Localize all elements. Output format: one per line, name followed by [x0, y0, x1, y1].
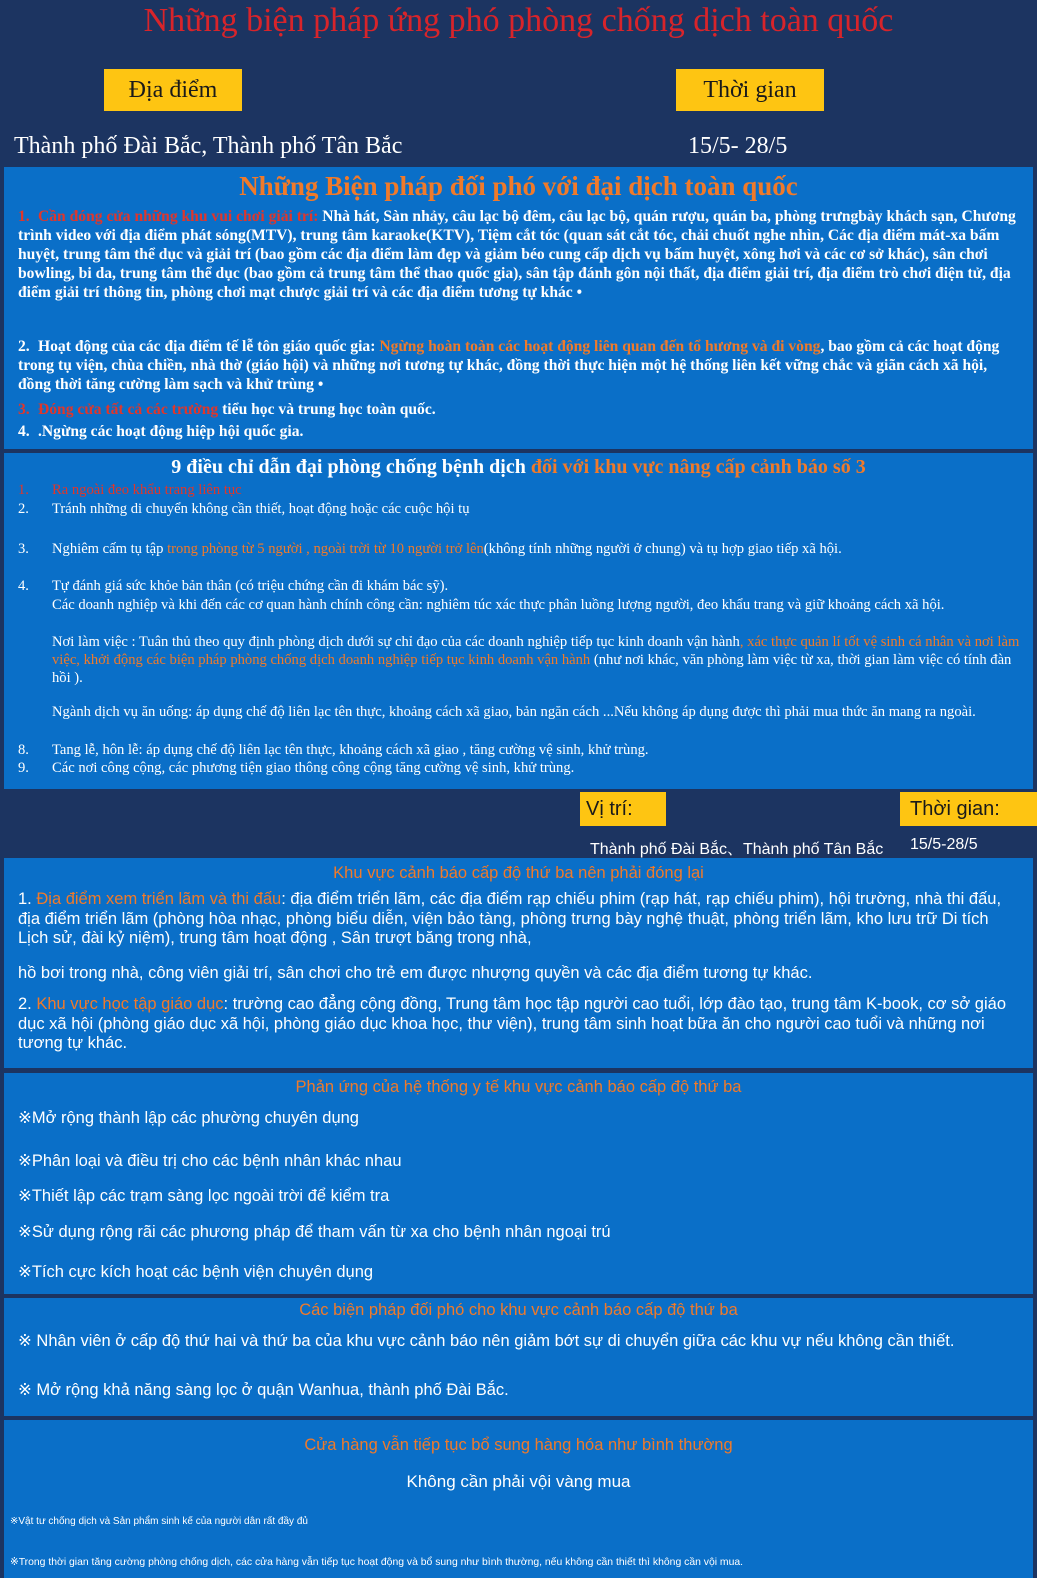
nine-guidelines-panel [4, 453, 1033, 789]
closure-zones-panel [4, 858, 1033, 1068]
guideline-item-5: Các doanh nghiệp và khi đến các cơ quan hành chính công cần: nghiêm túc xác thực phân luồng lượng người, đeo khẩu trang và giữ khoảng cách xã hội. [52, 597, 945, 613]
stores-note-1: ※Vật tư chống dịch và Sản phẩm sinh kế của người dân rất đầy đủ [10, 1516, 308, 1527]
location-bar-value: Thành phố Đài Bắc、Thành phố Tân Bắc [590, 841, 884, 858]
medical-response-title: Phản ứng của hệ thống y tế khu vực cảnh báo cấp độ thứ ba [295, 1078, 742, 1096]
countermeasures-title: Các biện pháp đối phó cho khu vực cảnh báo cấp độ thứ ba [299, 1301, 738, 1319]
medical-item-1: ※Mở rộng thành lập các phường chuyên dụng [18, 1109, 359, 1127]
closure-item-2: 2. Khu vực học tập giáo dục: trường cao đẳng cộng đồng, Trung tâm học tập người cao tuổi, lớp đào tạo, trung tâm K-book, cơ sở giáo dục xã hội (phòng giáo dục xã hội, phòng giáo dục khoa học, thư viện), trung tâm sinh hoạt bữa ăn cho người cao tuổi và những nơi tương tự khác. [18, 995, 1007, 1052]
stores-panel [4, 1420, 1033, 1578]
measure-item-2: 2. Hoạt động của các địa điểm tế lễ tôn giáo quốc gia: Ngừng hoàn toàn các hoạt động liên quan đến tổ hương và đi vòng, bao gồm cả các hoạt động trong tụ viện, chùa chiền, nhà thờ (giáo hội) và những nơi tương tự khác, đồng thời thực hiện một hệ thống liên kết vững chắc và giãn cách xã hội, đồng thời tăng cường làm sạch và khử trùng • [18, 338, 1000, 393]
countermeasure-item-2: ※ Mở rộng khả năng sàng lọc ở quận Wanhua, thành phố Đài Bắc. [18, 1381, 509, 1399]
location-label-badge: Vị trí: [580, 792, 666, 826]
nationwide-measures-panel [4, 167, 1033, 449]
guideline-item-2: 2. Tránh những di chuyển không cần thiết, hoạt động hoặc các cuộc hội tụ [18, 501, 470, 517]
stores-note-2: ※Trong thời gian tăng cường phòng chống dịch, các cửa hàng vẫn tiếp tục hoạt động và bổ sung như bình thường, nếu không cần thiết thì không cần vội mua. [10, 1557, 744, 1568]
stores-subtitle: Không cần phải vội vàng mua [406, 1472, 631, 1491]
time-label-badge: Thời gian: [900, 792, 1037, 826]
guideline-item-6: Nơi làm việc : Tuân thủ theo quy định phòng dịch dưới sự chỉ đạo của các doanh nghiệp tiếp tục kinh doanh vận hành, xác thực quản lí tốt vệ sinh cá nhân và nơi làm việc, khởi động các biện pháp phòng chống dịch doanh nghiệp tiếp tục kinh doanh vận hành (như nơi khác, văn phòng làm việc từ xa, thời gian làm việc có tính đàn hồi ). [52, 634, 1020, 686]
closure-zones-title: Khu vực cảnh báo cấp độ thứ ba nên phải đóng lại [333, 864, 704, 882]
countermeasures-panel [4, 1298, 1033, 1416]
countermeasure-item-1: ※ Nhân viên ở cấp độ thứ hai và thứ ba của khu vực cảnh báo nên giảm bớt sự di chuyển giữa các khu vự nếu không cần thiết. [18, 1332, 955, 1350]
nine-guidelines-title: 9 điều chỉ dẫn đại phòng chống bệnh dịch đối với khu vực nâng cấp cảnh báo số 3 [171, 456, 866, 478]
time-bar-value: 15/5-28/5 [910, 836, 978, 853]
closure-item-1-cont: hồ bơi trong nhà, công viên giải trí, sân chơi cho trẻ em được nhượng quyền và các địa điểm tương tự khác. [18, 964, 813, 982]
guideline-item-8: 8. Tang lễ, hôn lễ: áp dụng chế độ liên lạc tên thực, khoảng cách xã giao , tăng cường vệ sinh, khử trùng. [18, 742, 649, 758]
medical-item-4: ※Sử dụng rộng rãi các phương pháp để tham vấn từ xa cho bệnh nhân ngoại trú [18, 1223, 611, 1241]
guideline-item-4: 4. Tự đánh giá sức khỏe bản thân (có triệu chứng cần đi khám bác sỹ). [18, 578, 449, 594]
medical-item-2: ※Phân loại và điều trị cho các bệnh nhân khác nhau [18, 1152, 402, 1170]
guideline-item-9: 9. Các nơi công cộng, các phương tiện giao thông công cộng tăng cường vệ sinh, khử trùng. [18, 760, 575, 776]
time-value: 15/5- 28/5 [688, 133, 788, 159]
medical-item-5: ※Tích cực kích hoạt các bệnh viện chuyên dụng [18, 1263, 374, 1281]
closure-item-1: 1. Địa điểm xem triển lãm và thi đấu: địa điểm triển lãm, các địa điểm rạp chiếu phim (rạp hát, rạp chiếu phim), hội trường, nhà thi đấu, địa điểm triển lãm (phòng hòa nhạc, phòng biểu diễn, viện bảo tàng, phòng trưng bày nghệ thuật, phòng triển lãm, kho lưu trữ Di tích Lịch sử, đài kỷ niệm), trung tâm hoạt động , Sân trượt băng trong nhà, [18, 890, 1002, 947]
page-title: Những biện pháp ứng phó phòng chống dịch toàn quốc [143, 2, 894, 39]
guideline-item-7: Ngành dịch vụ ăn uống: áp dụng chế độ liên lạc tên thực, khoảng cách xã giao, bản ngăn cách ...Nếu không áp dụng được thì phải mua thức ăn mang ra ngoài. [52, 704, 976, 720]
guideline-item-1: 1. Ra ngoài đeo khẩu trang liên tục [18, 482, 242, 498]
location-label-button: Địa điểm [104, 69, 242, 111]
time-label-button: Thời gian [676, 69, 824, 111]
measure-item-4: 4. .Ngừng các hoạt động hiệp hội quốc gia. [18, 423, 304, 440]
guideline-item-3: 3. Nghiêm cấm tụ tập trong phòng từ 5 người , ngoài trời từ 10 người trở lên(không tính những người ở chung) và tụ hợp giao tiếp xã hội. [18, 541, 842, 557]
stores-title: Cửa hàng vẫn tiếp tục bổ sung hàng hóa như bình thường [304, 1436, 733, 1454]
medical-item-3: ※Thiết lập các trạm sàng lọc ngoài trời để kiểm tra [18, 1187, 390, 1205]
location-value: Thành phố Đài Bắc, Thành phố Tân Bắc [14, 133, 403, 159]
measure-item-3: 3. Đóng cửa tất cả các trường tiểu học và trung học toàn quốc. [18, 401, 436, 418]
measure-item-1: 1. Cần đóng cửa những khu vui chơi giải trí: Nhà hát, Sàn nhảy, câu lạc bộ đêm, câu lạc bộ, quán rượu, quán ba, phòng trưngbày khách sạn, Chương trình video với địa điểm phát sóng(MTV), trung tâm karaoke(KTV), Tiệm cắt tóc (quan sát cắt tóc, chải chuốt nghe nhìn, Các địa điểm mát-xa bấm huyệt, trung tâm thể dục và giải trí (bao gồm các địa điểm làm đẹp và giảm béo cung cấp dịch vụ bấm huyệt, xông hơi và các cơ sở khác), sân chơi bowling, bi da, trung tâm thể dục (bao gồm cả trung tâm thể thao quốc gia), sân tập đánh gôn nội thất, địa điểm giải trí, địa điểm trò chơi điện tử, địa điểm giải trí thông tin, phòng chơi mạt chược giải trí và các địa điểm tương tự khác • [18, 208, 1016, 301]
nationwide-measures-title: Những Biện pháp đối phó với đại dịch toàn quốc [239, 171, 798, 201]
medical-response-panel [4, 1073, 1033, 1294]
